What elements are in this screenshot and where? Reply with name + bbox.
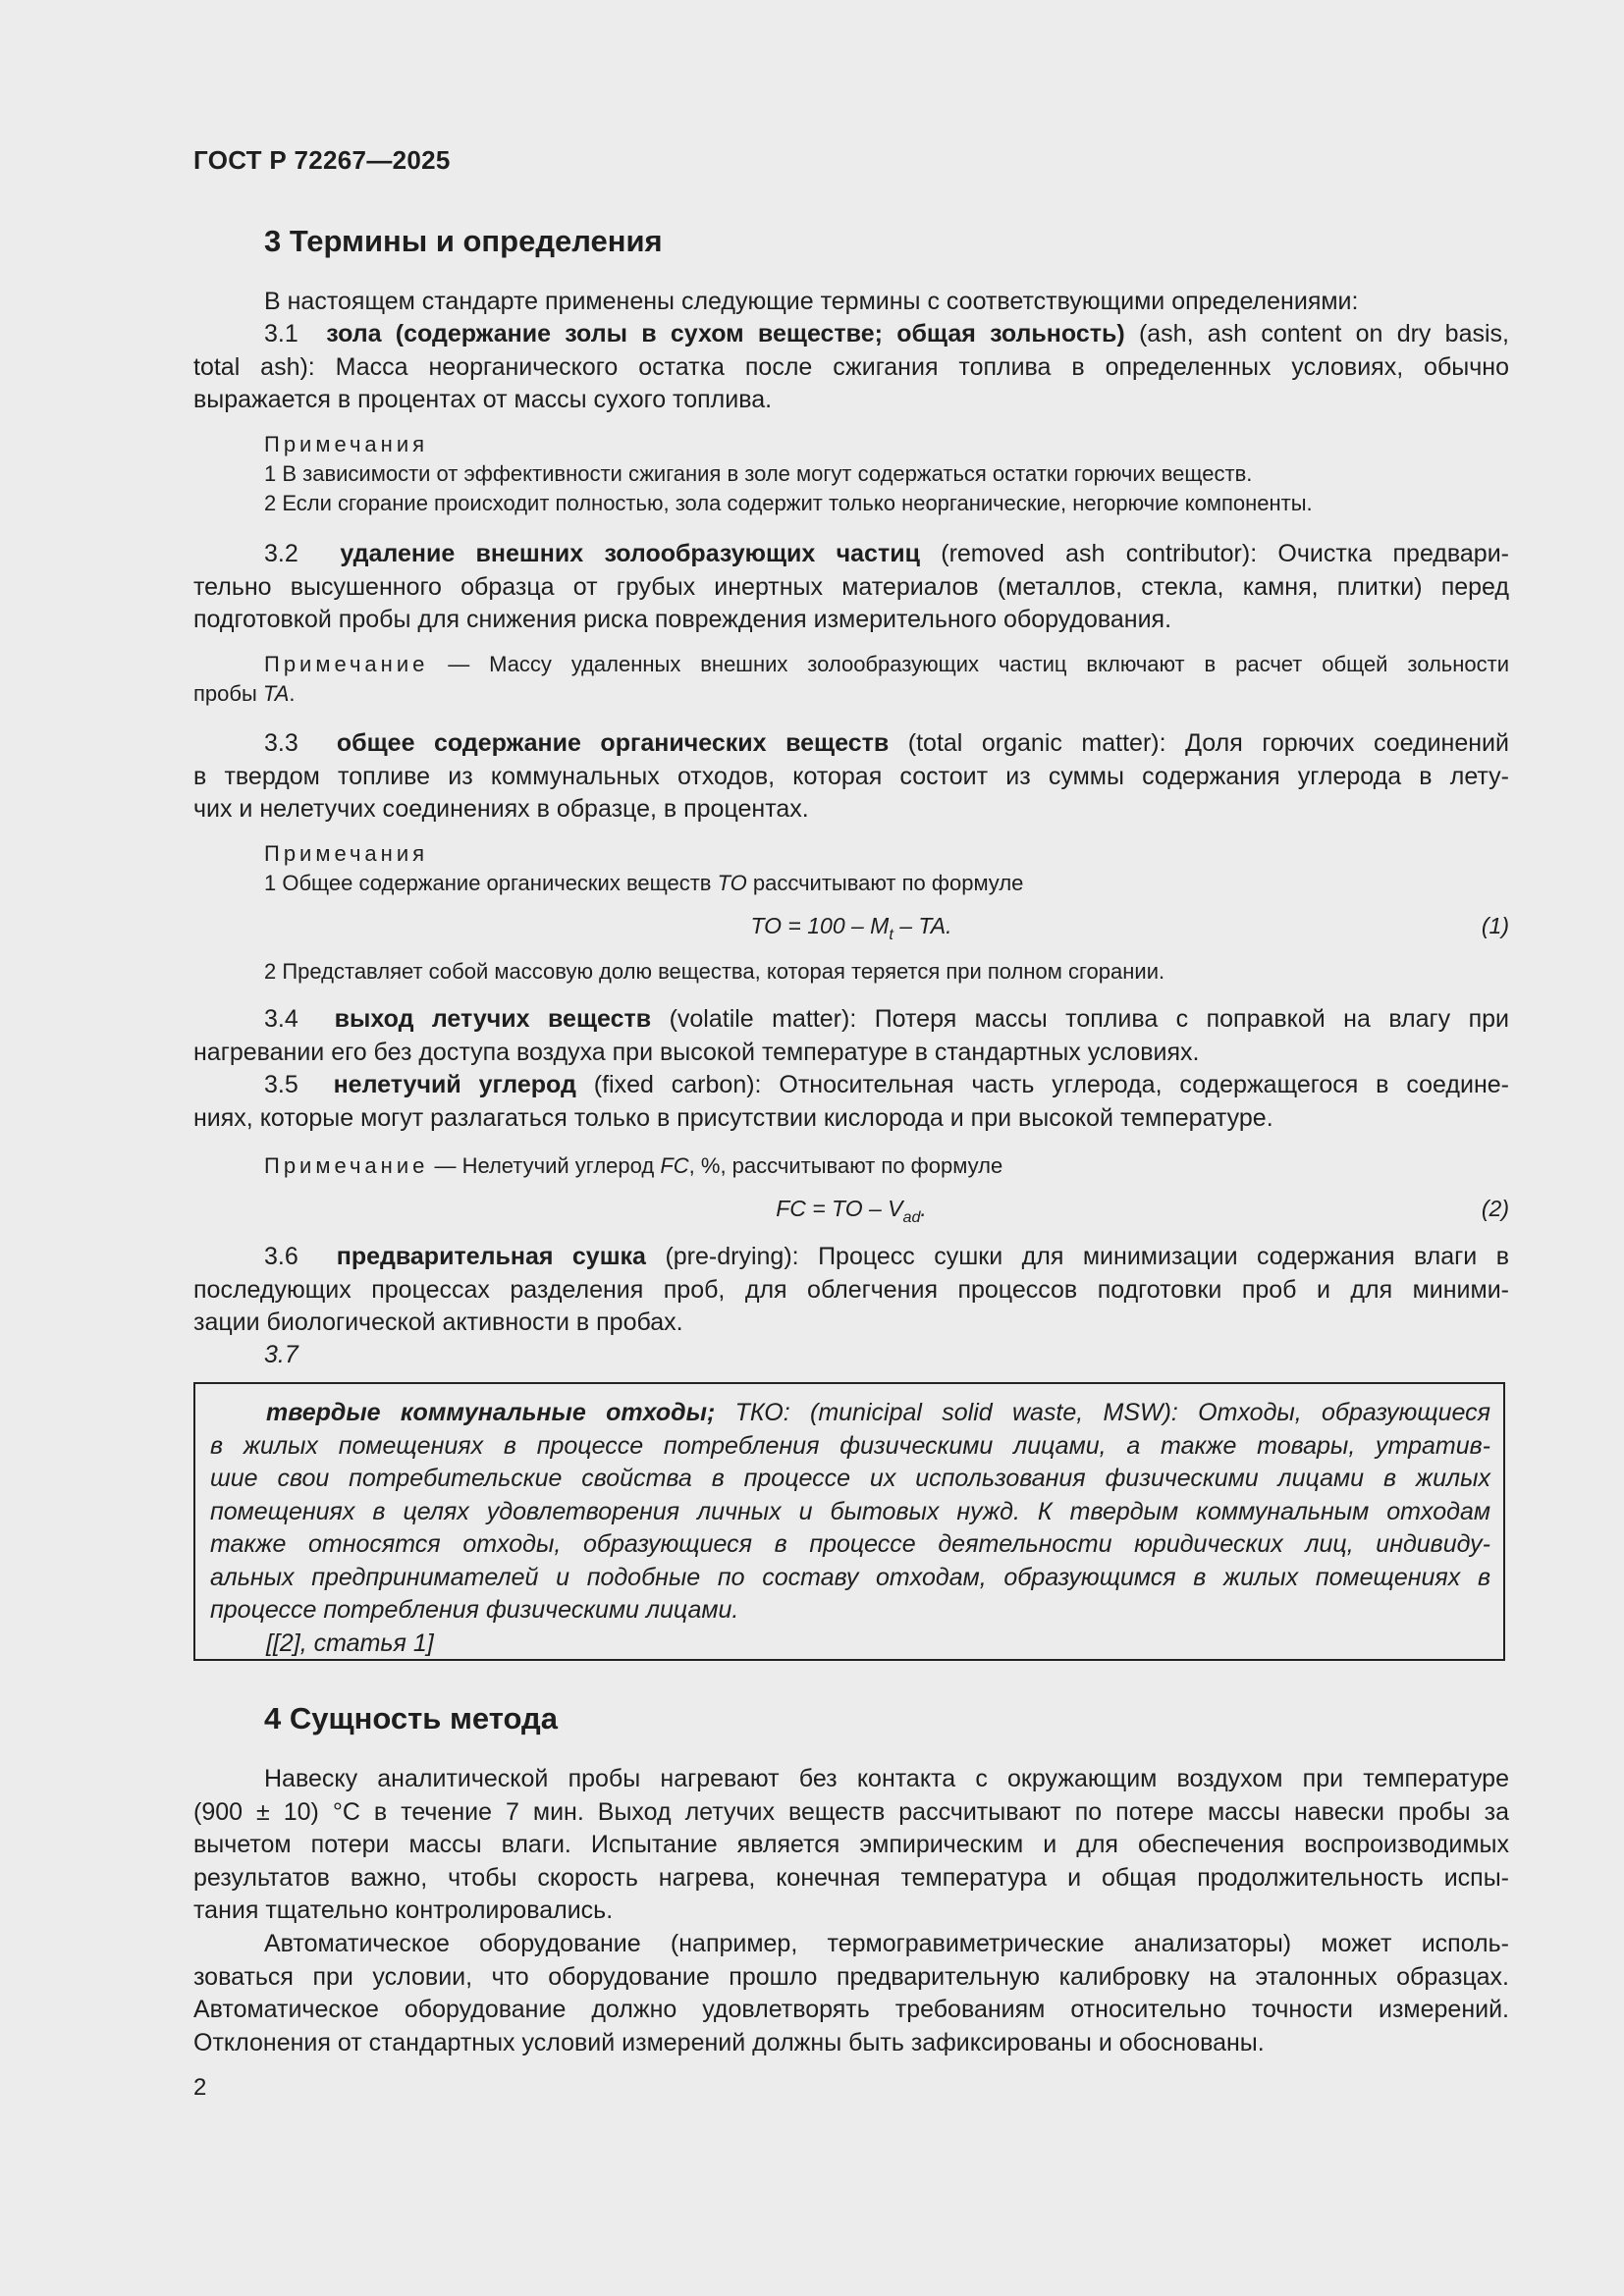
term-3-2: 3.2 удаление внешних золообразующих частиц (removed ash contributor): Очистка предвари- тельно высушенного образца от грубых инертных материалов (металлов, стекла, камня, плитки) перед подготовкой пробы для снижения риска повреждения измерительного оборудования. [193, 540, 1509, 633]
formula-2: FC = TO – $V_{ad}$. (2) [776, 1196, 1509, 1226]
term-3-4-name: выход летучих веществ [334, 1005, 652, 1033]
notes-3-3: Примечания 1 Общее содержание органических веществ TO рассчитывают по формуле [264, 841, 1024, 895]
section-4-title: 4 Сущность метода [264, 1701, 558, 1735]
formula-1: TO = $100 - M_t$ – TA. (1) [750, 913, 1509, 943]
note-3-3-2: 2 Представляет собой массовую долю вещества, которая теряется при полном сгорании. [264, 959, 1165, 984]
term-3-3-name: общее содержание органических веществ [336, 729, 890, 757]
note-3-2: Примечание — Массу удаленных внешних золообразующих частиц включают в расчет общей зольности пробы TA. [193, 652, 1509, 706]
term-3-7-text: твердые коммунальные отходы; ТКО: (municipal solid waste, MSW): Отходы, образующиеся в жилых помещениях в процессе потребления физическими лицами, а также товары, утратив- шие свои потребительские свойства в процессе их использования физическими лицами в жилых помещениях в целях удовлетворения личных и бытовых нужд. К твердым коммунальным отходам также относятся отходы, образующиеся в процессе деятельности юридических лиц, индивиду- альных предпринимателей и подобные по составу отходам, образующимся в жилых помещениях в процессе потребления физическими лицами. [[2], статья 1] [210, 1397, 1490, 1660]
term-3-4: 3.4 выход летучих веществ (volatile matter): Потеря массы топлива с поправкой на влагу при нагревании его без доступа воздуха при высокой температуре в стандартных условиях. [193, 1005, 1509, 1066]
formula-1-number: (1) [1481, 913, 1509, 938]
term-3-7-number: 3.7 [264, 1341, 298, 1368]
term-3-6-name: предварительная сушка [336, 1243, 646, 1270]
formula-2-number: (2) [1481, 1196, 1509, 1221]
term-3-1-name: зола (содержание золы в сухом веществе; общая зольность) [326, 320, 1125, 347]
section-4-paragraph-1: Навеску аналитической пробы нагревают без контакта с окружающим воздухом при температуре (900 ± 10) °С в течение 7 мин. Выход летучих веществ рассчитывают по потере массы навески пробы за вычетом потери массы влаги. Испытание является эмпирическим и для обеспечения воспроизводимых результатов важно, чтобы скорость нагрева, конечная температура и общая продолжительность испы- тания тщательно контролировались. [193, 1765, 1509, 1924]
notes-3-1: Примечания 1 В зависимости от эффективности сжигания в золе могут содержаться остатки горючих веществ. 2 Если сгорание происходит полностью, зола содержит только неорганические, негорючие компоненты. [264, 432, 1313, 515]
page-number: 2 [193, 2074, 207, 2101]
term-3-5: 3.5 нелетучий углерод (fixed carbon): Относительная часть углерода, содержащегося в соедине- ниях, которые могут разлагаться только в присутствии кислорода и при высокой температуре. [193, 1071, 1509, 1132]
term-3-1: 3.1 зола (содержание золы в сухом веществе; общая зольность) (ash, ash content on dry basis, total ash): Масса неорганического остатка после сжигания топлива в определенных условиях, обычно выражается в процентах от массы сухого топлива. [193, 320, 1509, 413]
section-3-intro: В настоящем стандарте применены следующие термины с соответствующими определениями: [264, 288, 1359, 315]
term-3-3: 3.3 общее содержание органических веществ (total organic matter): Доля горючих соединений в твердом топливе из коммунальных отходов, которая состоит из суммы содержания углерода в лету- чих и нелетучих соединениях в образце, в процентах. [193, 729, 1509, 823]
term-3-7-reference: [[2], статья 1] [266, 1629, 434, 1657]
note-3-5: Примечание — Нелетучий углерод FC, %, рассчитывают по формуле [264, 1153, 1003, 1178]
term-3-2-name: удаление внешних золообразующих частиц [340, 540, 920, 567]
section-4-paragraph-2: Автоматическое оборудование (например, термогравиметрические анализаторы) может исполь- зоваться при условии, что оборудование прошло предварительную калибровку на эталонных образцах. Автоматическое оборудование должно удовлетворять требованиям относительно точности измерений. Отклонения от стандартных условий измерений должны быть зафиксированы и обоснованы. [193, 1930, 1509, 2056]
standard-header: ГОСТ Р 72267—2025 [193, 145, 451, 175]
term-3-7-box [193, 1382, 1505, 1661]
term-3-7-name: твердые коммунальные отходы; [266, 1399, 716, 1426]
term-3-5-name: нелетучий углерод [333, 1071, 576, 1098]
section-3-title: 3 Термины и определения [264, 224, 663, 258]
term-3-6: 3.6 предварительная сушка (pre-drying): Процесс сушки для минимизации содержания влаги в последующих процессах разделения проб, для облегчения процессов подготовки проб и для миними- зации биологической активности в пробах. [193, 1243, 1509, 1336]
